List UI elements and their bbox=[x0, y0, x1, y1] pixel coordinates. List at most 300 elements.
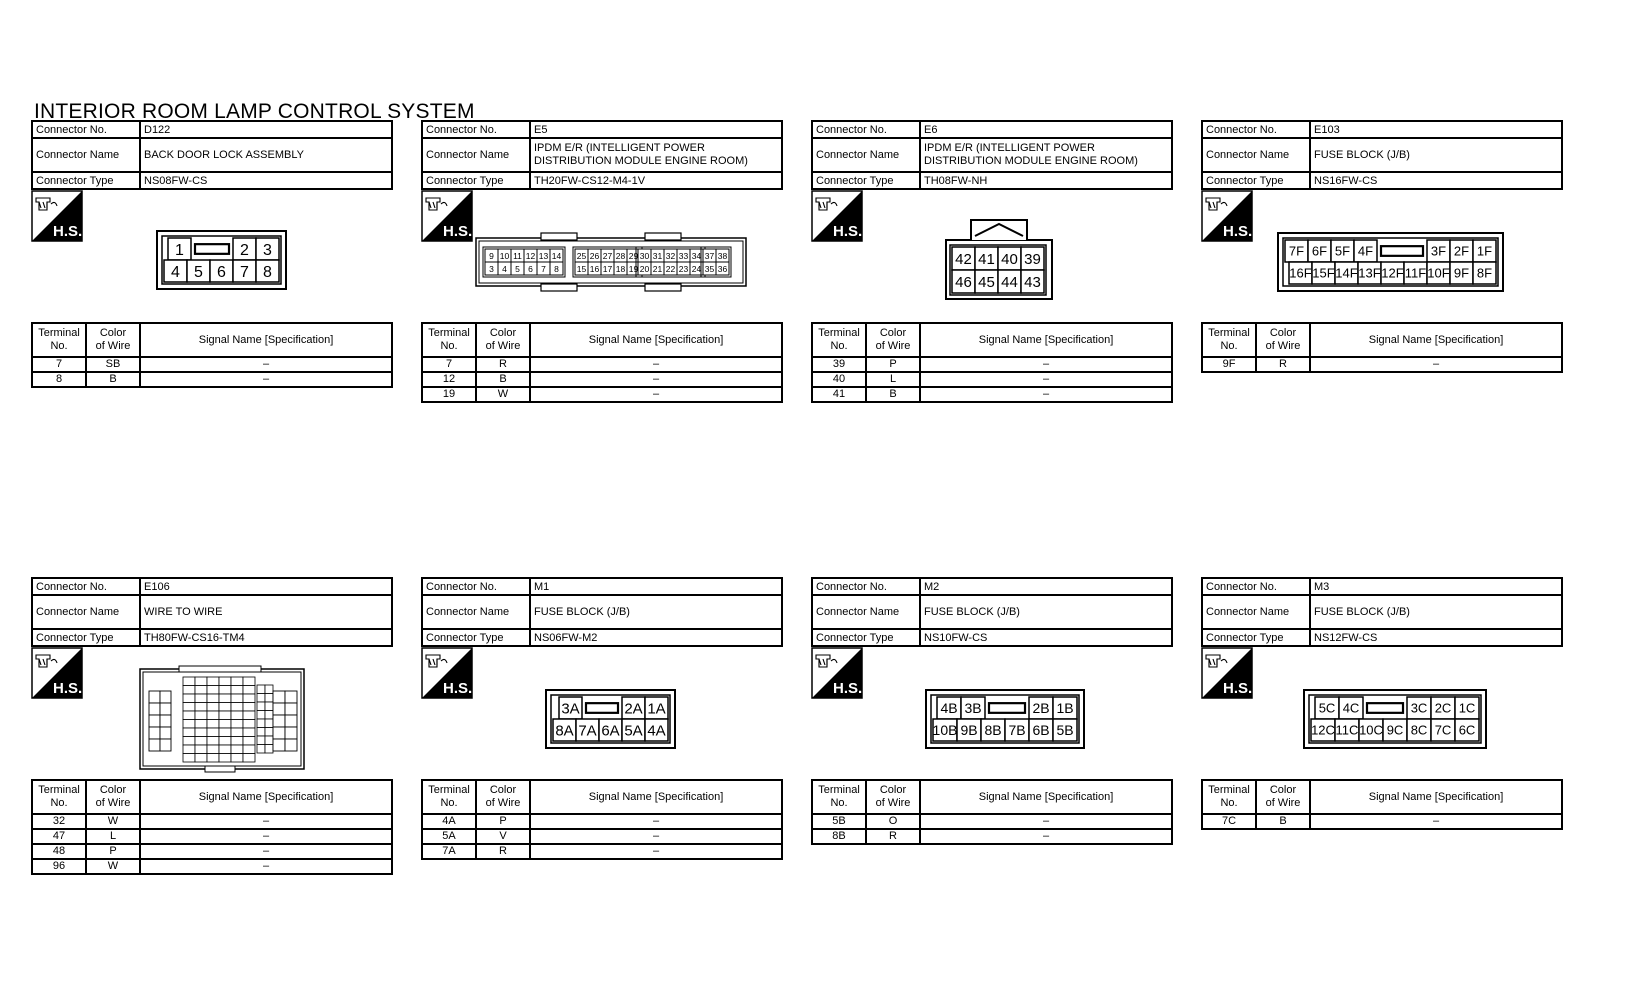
terminal-cell bbox=[195, 686, 207, 695]
table-row bbox=[812, 357, 1172, 372]
connector-no-label: Connector No. bbox=[422, 121, 530, 138]
terminal-cell bbox=[160, 691, 171, 703]
connector-face bbox=[925, 689, 1085, 754]
connector-name-line1: IPDM E/R (INTELLIGENT POWER bbox=[924, 142, 1095, 154]
terminal-cell bbox=[195, 754, 207, 763]
terminal-label: 1 bbox=[175, 241, 184, 259]
wire-color-cell: B bbox=[476, 372, 530, 387]
connector-face bbox=[139, 665, 305, 778]
connector-face bbox=[156, 230, 287, 295]
table-row bbox=[422, 814, 782, 829]
terminal-cell bbox=[195, 737, 207, 746]
connector-face-svg bbox=[156, 230, 287, 290]
terminal-cell bbox=[183, 737, 195, 746]
terminal-label: 3 bbox=[489, 264, 494, 274]
table-row bbox=[422, 387, 782, 402]
terminal-label: 8 bbox=[554, 264, 559, 274]
terminal-label: 2 bbox=[240, 241, 249, 259]
connector-name-line1: FUSE BLOCK (J/B) bbox=[534, 605, 630, 618]
terminal-cell bbox=[207, 703, 219, 712]
wire-color-cell: R bbox=[476, 357, 530, 372]
terminal-no-cell: 41 bbox=[812, 387, 866, 402]
terminal-label: 11F bbox=[1404, 265, 1427, 281]
signal-name-cell: – bbox=[140, 844, 392, 859]
terminal-label: 8A bbox=[555, 722, 574, 740]
signal-name-cell: – bbox=[920, 372, 1172, 387]
connector-lock-slot bbox=[1381, 246, 1423, 256]
terminal-label: 4B bbox=[940, 700, 958, 717]
terminal-label: 6 bbox=[528, 264, 533, 274]
terminal-cell bbox=[183, 686, 195, 695]
signal-name-cell: – bbox=[920, 357, 1172, 372]
terminal-cell bbox=[285, 715, 297, 727]
connector-info-table bbox=[421, 577, 783, 647]
terminal-cell bbox=[257, 745, 265, 754]
connector-name-label: Connector Name bbox=[1202, 595, 1310, 629]
terminal-label: 11C bbox=[1335, 722, 1359, 738]
terminal-cell bbox=[160, 727, 171, 739]
color-of-wire-header: Color of Wire bbox=[866, 780, 920, 814]
terminal-no-cell: 7 bbox=[422, 357, 476, 372]
terminal-label: 12C bbox=[1311, 722, 1335, 738]
table-row bbox=[32, 357, 392, 372]
table-row bbox=[32, 814, 392, 829]
terminal-label: 4A bbox=[647, 722, 666, 740]
color-of-wire-header: Color of Wire bbox=[1256, 780, 1310, 814]
connector-name-label: Connector Name bbox=[422, 595, 530, 629]
svg-text:H.S.: H.S. bbox=[53, 680, 83, 697]
terminal-cell bbox=[219, 737, 231, 746]
table-row bbox=[422, 829, 782, 844]
harness-side-icon bbox=[31, 190, 83, 242]
terminal-label: 4C bbox=[1342, 700, 1360, 716]
terminal-cell bbox=[219, 694, 231, 703]
terminal-label: 38 bbox=[717, 251, 728, 261]
terminal-cell bbox=[265, 711, 273, 720]
svg-text:H.S.: H.S. bbox=[833, 680, 863, 697]
connector-type-label: Connector Type bbox=[812, 172, 920, 189]
wire-color-cell: B bbox=[86, 372, 140, 387]
terminal-cell bbox=[257, 694, 265, 703]
terminal-cell bbox=[243, 677, 255, 686]
connector-type-value: TH08FW-NH bbox=[920, 172, 1172, 189]
terminal-label: 42 bbox=[955, 251, 972, 268]
terminal-cell bbox=[183, 703, 195, 712]
terminal-cell bbox=[231, 754, 243, 763]
terminal-label: 4F bbox=[1357, 243, 1374, 259]
connector-name-label: Connector Name bbox=[32, 595, 140, 629]
harness-side-icon bbox=[1201, 190, 1253, 242]
terminal-no-header: Terminal No. bbox=[1202, 323, 1256, 357]
terminal-cell bbox=[257, 728, 265, 737]
connector-no-value: D122 bbox=[140, 121, 392, 138]
connector-panel bbox=[31, 120, 393, 385]
terminal-cell bbox=[195, 745, 207, 754]
terminal-label: 16 bbox=[589, 264, 600, 274]
signal-name-cell: – bbox=[140, 829, 392, 844]
terminal-label: 15 bbox=[576, 264, 587, 274]
connector-face-svg bbox=[1303, 689, 1487, 749]
terminal-cell bbox=[207, 686, 219, 695]
terminal-label: 4 bbox=[171, 263, 180, 281]
table-row bbox=[1202, 814, 1562, 829]
terminal-label: 14 bbox=[551, 251, 562, 261]
terminal-label: 6A bbox=[601, 722, 620, 740]
terminal-cell bbox=[265, 694, 273, 703]
terminal-cell bbox=[243, 686, 255, 695]
terminal-cell bbox=[273, 691, 285, 703]
wire-color-cell: P bbox=[866, 357, 920, 372]
terminal-cell bbox=[207, 720, 219, 729]
terminal-label: 1B bbox=[1056, 700, 1074, 717]
connector-name-line1: BACK DOOR LOCK ASSEMBLY bbox=[144, 148, 304, 161]
connector-panel bbox=[811, 120, 1173, 400]
connector-name-value bbox=[530, 138, 782, 172]
terminal-label: 33 bbox=[678, 251, 689, 261]
connector-type-label: Connector Type bbox=[32, 629, 140, 646]
connector-panel bbox=[421, 577, 783, 857]
harness-side-icon bbox=[811, 647, 863, 699]
terminal-cell bbox=[257, 685, 265, 694]
terminal-label: 7B bbox=[1008, 722, 1026, 739]
connector-type-value: NS06FW-M2 bbox=[530, 629, 782, 646]
connector-no-label: Connector No. bbox=[32, 121, 140, 138]
terminal-label: 29 bbox=[628, 251, 639, 261]
terminal-label: 41 bbox=[978, 251, 995, 268]
terminal-cell bbox=[195, 677, 207, 686]
connector-name-label: Connector Name bbox=[812, 138, 920, 172]
connector-no-label: Connector No. bbox=[1202, 578, 1310, 595]
signal-name-header: Signal Name [Specification] bbox=[1310, 323, 1562, 357]
connector-no-value: E103 bbox=[1310, 121, 1562, 138]
terminal-label: 1C bbox=[1458, 700, 1476, 716]
signal-name-cell: – bbox=[530, 387, 782, 402]
terminal-cell bbox=[149, 727, 160, 739]
connector-info-table bbox=[1201, 120, 1563, 190]
harness-side-icon bbox=[31, 647, 83, 699]
harness-side-icon bbox=[421, 190, 473, 242]
svg-text:H.S.: H.S. bbox=[833, 223, 863, 240]
terminal-cell bbox=[231, 737, 243, 746]
terminal-label: 17 bbox=[602, 264, 613, 274]
connector-face-svg bbox=[945, 218, 1053, 300]
terminal-label: 7F bbox=[1288, 243, 1305, 259]
terminal-label: 8B bbox=[984, 722, 1002, 739]
connector-name-label: Connector Name bbox=[812, 595, 920, 629]
connector-no-value: M2 bbox=[920, 578, 1172, 595]
terminal-label: 4 bbox=[502, 264, 507, 274]
wire-color-cell: O bbox=[866, 814, 920, 829]
terminal-cell bbox=[243, 737, 255, 746]
connector-face-svg bbox=[1277, 232, 1504, 292]
connector-name-label: Connector Name bbox=[32, 138, 140, 172]
terminal-label: 5A bbox=[624, 722, 643, 740]
connector-name-line1: FUSE BLOCK (J/B) bbox=[1314, 148, 1410, 161]
terminal-cell bbox=[257, 719, 265, 728]
terminal-label: 46 bbox=[955, 274, 972, 291]
connector-type-value: TH20FW-CS12-M4-1V bbox=[530, 172, 782, 189]
terminal-label: 6B bbox=[1032, 722, 1050, 739]
wire-color-cell: B bbox=[866, 387, 920, 402]
terminal-label: 5F bbox=[1334, 243, 1351, 259]
signal-table bbox=[811, 779, 1173, 845]
terminal-label: 12 bbox=[525, 251, 536, 261]
terminal-no-cell: 5B bbox=[812, 814, 866, 829]
signal-name-cell: – bbox=[920, 814, 1172, 829]
terminal-cell bbox=[273, 739, 285, 751]
connector-face bbox=[945, 218, 1053, 305]
terminal-cell bbox=[257, 736, 265, 745]
terminal-label: 44 bbox=[1001, 274, 1018, 291]
terminal-label: 5 bbox=[515, 264, 520, 274]
signal-name-cell: – bbox=[140, 859, 392, 874]
terminal-cell bbox=[265, 736, 273, 745]
connector-no-value: E5 bbox=[530, 121, 782, 138]
wire-color-cell: SB bbox=[86, 357, 140, 372]
wire-color-cell: R bbox=[476, 844, 530, 859]
terminal-label: 3B bbox=[964, 700, 982, 717]
terminal-label: 5 bbox=[194, 263, 203, 281]
terminal-label: 6C bbox=[1458, 722, 1476, 738]
terminal-no-cell: 8 bbox=[32, 372, 86, 387]
terminal-label: 16F bbox=[1289, 265, 1312, 281]
connector-name-value bbox=[1310, 595, 1562, 629]
connector-name-value bbox=[140, 138, 392, 172]
connector-face bbox=[545, 689, 676, 754]
connector-info-table bbox=[421, 120, 783, 190]
connector-face-svg bbox=[139, 665, 305, 773]
connector-face-svg bbox=[475, 232, 747, 292]
svg-text:H.S.: H.S. bbox=[443, 680, 473, 697]
signal-table bbox=[811, 322, 1173, 403]
signal-name-header: Signal Name [Specification] bbox=[920, 780, 1172, 814]
terminal-no-cell: 5A bbox=[422, 829, 476, 844]
terminal-cell bbox=[243, 711, 255, 720]
terminal-label: 13 bbox=[538, 251, 549, 261]
terminal-label: 26 bbox=[589, 251, 600, 261]
connector-name-value bbox=[920, 595, 1172, 629]
terminal-label: 20 bbox=[639, 264, 650, 274]
terminal-label: 11 bbox=[513, 251, 522, 261]
terminal-label: 6F bbox=[1311, 243, 1328, 259]
connector-type-label: Connector Type bbox=[422, 172, 530, 189]
terminal-label: 40 bbox=[1001, 251, 1018, 268]
terminal-cell bbox=[265, 719, 273, 728]
connector-name-label: Connector Name bbox=[422, 138, 530, 172]
terminal-cell bbox=[207, 728, 219, 737]
terminal-label: 2A bbox=[624, 700, 643, 718]
terminal-label: 14F bbox=[1335, 265, 1358, 281]
terminal-cell bbox=[219, 754, 231, 763]
terminal-label: 32 bbox=[665, 251, 676, 261]
terminal-label: 18 bbox=[615, 264, 626, 274]
svg-text:H.S.: H.S. bbox=[1223, 680, 1253, 697]
terminal-label: 24 bbox=[691, 264, 702, 274]
signal-name-header: Signal Name [Specification] bbox=[530, 780, 782, 814]
signal-table bbox=[1201, 322, 1563, 373]
connector-type-label: Connector Type bbox=[812, 629, 920, 646]
terminal-cell bbox=[231, 703, 243, 712]
terminal-cell bbox=[195, 720, 207, 729]
connector-face bbox=[1277, 232, 1504, 297]
terminal-cell bbox=[243, 728, 255, 737]
connector-name-line1: FUSE BLOCK (J/B) bbox=[1314, 605, 1410, 618]
connector-lock-slot bbox=[1367, 703, 1403, 713]
connector-no-value: M3 bbox=[1310, 578, 1562, 595]
terminal-cell bbox=[207, 745, 219, 754]
signal-name-cell: – bbox=[530, 814, 782, 829]
connector-name-value bbox=[1310, 138, 1562, 172]
terminal-cell bbox=[257, 711, 265, 720]
wire-color-cell: B bbox=[1256, 814, 1310, 829]
connector-type-label: Connector Type bbox=[32, 172, 140, 189]
terminal-cell bbox=[285, 727, 297, 739]
terminal-cell bbox=[195, 703, 207, 712]
terminal-cell bbox=[160, 715, 171, 727]
terminal-cell bbox=[207, 754, 219, 763]
connector-latch bbox=[541, 284, 577, 291]
terminal-cell bbox=[149, 703, 160, 715]
terminal-cell bbox=[219, 703, 231, 712]
terminal-cell bbox=[257, 702, 265, 711]
connector-name-label: Connector Name bbox=[1202, 138, 1310, 172]
wire-color-cell: P bbox=[86, 844, 140, 859]
terminal-no-cell: 32 bbox=[32, 814, 86, 829]
terminal-label: 37 bbox=[704, 251, 715, 261]
connector-type-value: NS08FW-CS bbox=[140, 172, 392, 189]
terminal-label: 45 bbox=[978, 274, 995, 291]
signal-name-cell: – bbox=[1310, 814, 1562, 829]
terminal-no-header: Terminal No. bbox=[812, 780, 866, 814]
terminal-cell bbox=[265, 702, 273, 711]
terminal-cell bbox=[219, 686, 231, 695]
connector-name-line1: IPDM E/R (INTELLIGENT POWER bbox=[534, 142, 705, 154]
table-row bbox=[812, 829, 1172, 844]
terminal-label: 22 bbox=[665, 264, 676, 274]
terminal-cell bbox=[183, 728, 195, 737]
terminal-label: 34 bbox=[691, 251, 702, 261]
connector-type-label: Connector Type bbox=[1202, 629, 1310, 646]
terminal-cell bbox=[207, 711, 219, 720]
signal-name-header: Signal Name [Specification] bbox=[140, 323, 392, 357]
terminal-cell bbox=[149, 715, 160, 727]
svg-text:H.S.: H.S. bbox=[53, 223, 83, 240]
wire-color-cell: L bbox=[866, 372, 920, 387]
terminal-cell bbox=[243, 703, 255, 712]
terminal-cell bbox=[219, 728, 231, 737]
terminal-label: 31 bbox=[652, 251, 663, 261]
terminal-no-cell: 4A bbox=[422, 814, 476, 829]
terminal-cell bbox=[149, 691, 160, 703]
terminal-label: 9F bbox=[1453, 265, 1470, 281]
signal-table bbox=[1201, 779, 1563, 830]
terminal-label: 12F bbox=[1381, 265, 1404, 281]
terminal-label: 8F bbox=[1476, 265, 1493, 281]
connector-panel bbox=[1201, 577, 1563, 827]
connector-face-svg bbox=[545, 689, 676, 749]
terminal-no-cell: 19 bbox=[422, 387, 476, 402]
terminal-label: 36 bbox=[717, 264, 728, 274]
connector-no-value: M1 bbox=[530, 578, 782, 595]
connector-type-value: NS10FW-CS bbox=[920, 629, 1172, 646]
signal-name-cell: – bbox=[140, 357, 392, 372]
connector-face-svg bbox=[925, 689, 1085, 749]
connector-name-value bbox=[530, 595, 782, 629]
table-row bbox=[812, 387, 1172, 402]
connector-panel bbox=[811, 577, 1173, 842]
terminal-label: 13F bbox=[1358, 265, 1381, 281]
terminal-no-cell: 40 bbox=[812, 372, 866, 387]
wire-color-cell: L bbox=[86, 829, 140, 844]
connector-face bbox=[1303, 689, 1487, 754]
terminal-no-header: Terminal No. bbox=[422, 323, 476, 357]
connector-latch bbox=[645, 233, 681, 240]
connector-type-value: TH80FW-CS16-TM4 bbox=[140, 629, 392, 646]
terminal-no-header: Terminal No. bbox=[1202, 780, 1256, 814]
connector-no-label: Connector No. bbox=[812, 578, 920, 595]
terminal-cell bbox=[231, 694, 243, 703]
wire-color-cell: W bbox=[476, 387, 530, 402]
signal-name-cell: – bbox=[140, 372, 392, 387]
terminal-label: 2F bbox=[1453, 243, 1470, 259]
signal-name-cell: – bbox=[920, 387, 1172, 402]
connector-name-line1: WIRE TO WIRE bbox=[144, 605, 223, 618]
signal-name-cell: – bbox=[140, 814, 392, 829]
signal-table bbox=[421, 779, 783, 860]
signal-name-cell: – bbox=[920, 829, 1172, 844]
terminal-cell bbox=[195, 711, 207, 720]
terminal-label: 7A bbox=[578, 722, 597, 740]
terminal-label: 5C bbox=[1318, 700, 1336, 716]
connector-panel bbox=[421, 120, 783, 400]
terminal-cell bbox=[183, 754, 195, 763]
terminal-label: 21 bbox=[652, 264, 663, 274]
wire-color-cell: W bbox=[86, 814, 140, 829]
connector-latch bbox=[645, 284, 681, 291]
connector-info-table bbox=[811, 120, 1173, 190]
connector-lock-slot bbox=[195, 244, 229, 254]
terminal-no-cell: 7C bbox=[1202, 814, 1256, 829]
terminal-cell bbox=[285, 739, 297, 751]
connector-face bbox=[475, 232, 747, 297]
signal-name-header: Signal Name [Specification] bbox=[1310, 780, 1562, 814]
signal-name-header: Signal Name [Specification] bbox=[530, 323, 782, 357]
terminal-cell bbox=[183, 711, 195, 720]
signal-table bbox=[31, 322, 393, 388]
terminal-label: 9C bbox=[1386, 722, 1404, 738]
terminal-cell bbox=[265, 685, 273, 694]
terminal-no-cell: 39 bbox=[812, 357, 866, 372]
connector-info-table bbox=[1201, 577, 1563, 647]
connector-type-value: NS12FW-CS bbox=[1310, 629, 1562, 646]
table-row bbox=[422, 357, 782, 372]
wire-color-cell: V bbox=[476, 829, 530, 844]
terminal-cell bbox=[183, 677, 195, 686]
terminal-label: 7 bbox=[240, 263, 249, 281]
table-row bbox=[812, 814, 1172, 829]
connector-info-table bbox=[31, 120, 393, 190]
connector-name-line2: DISTRIBUTION MODULE ENGINE ROOM) bbox=[534, 155, 748, 167]
terminal-cell bbox=[231, 686, 243, 695]
wire-color-cell: R bbox=[1256, 357, 1310, 372]
terminal-label: 8C bbox=[1410, 722, 1428, 738]
terminal-label: 10 bbox=[499, 251, 510, 261]
terminal-cell bbox=[265, 728, 273, 737]
terminal-cell bbox=[195, 694, 207, 703]
signal-name-header: Signal Name [Specification] bbox=[140, 780, 392, 814]
connector-name-value bbox=[920, 138, 1172, 172]
terminal-cell bbox=[183, 720, 195, 729]
